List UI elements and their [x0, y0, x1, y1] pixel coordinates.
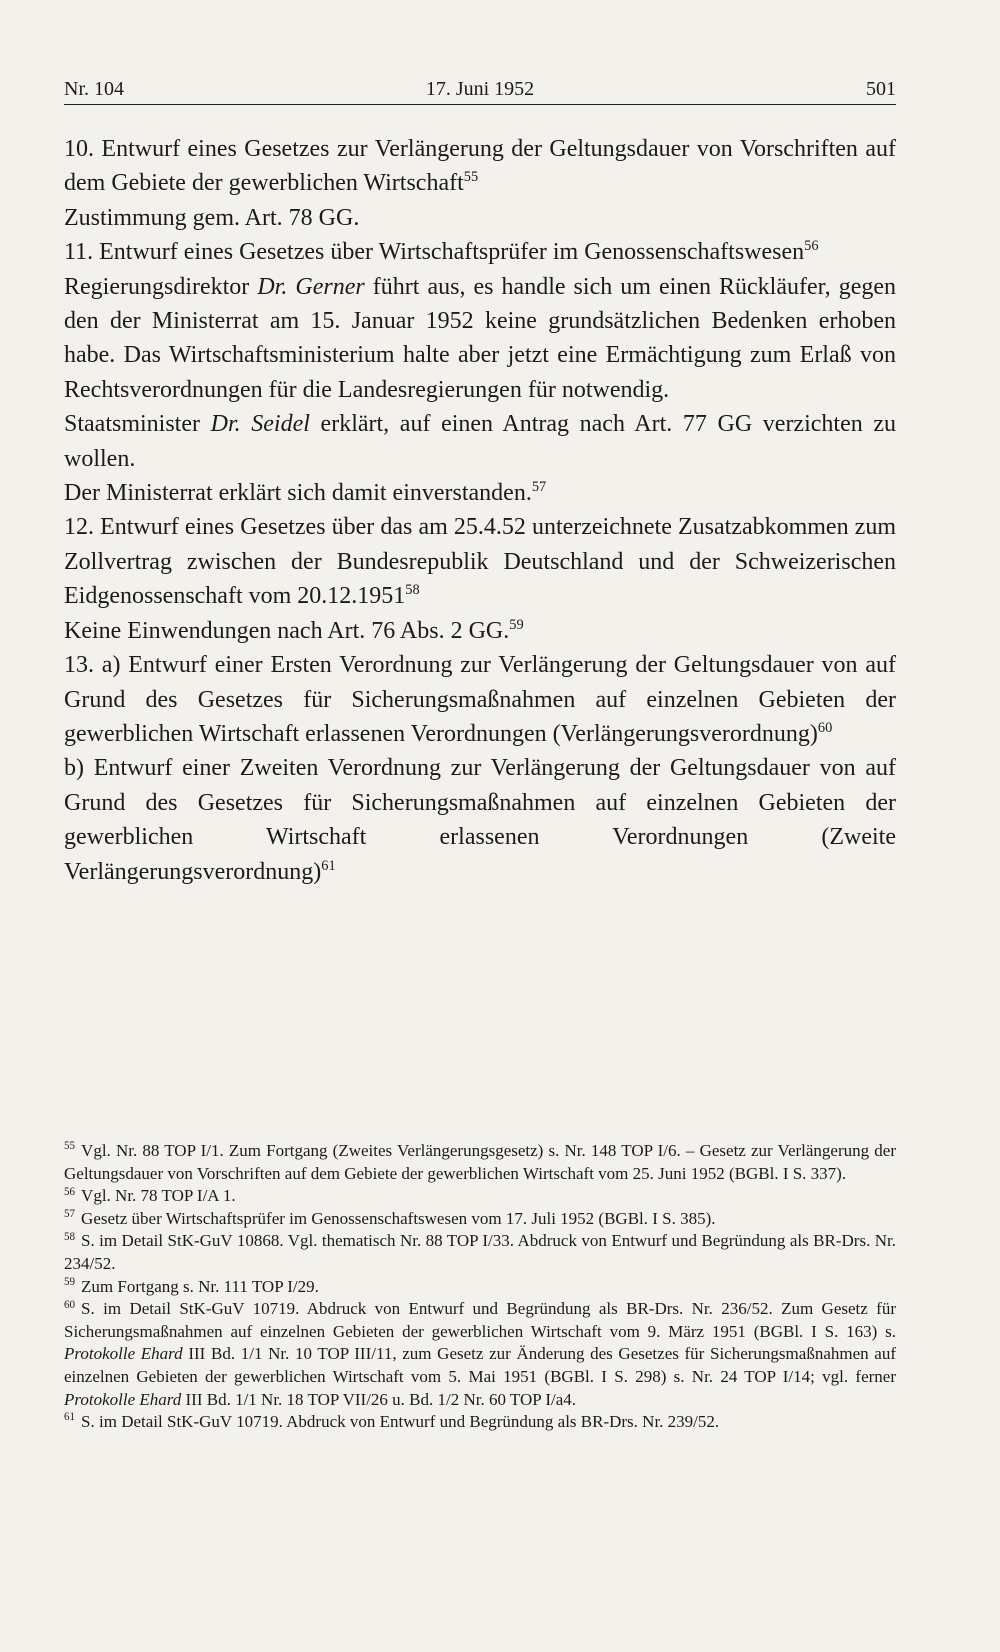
publication-title: Protokolle Ehard: [64, 1389, 182, 1409]
footnotes: [64, 1140, 896, 1434]
footnote-ref: 56: [804, 238, 819, 255]
main-text: [64, 132, 896, 889]
footnote-ref: 61: [321, 857, 336, 874]
footnote-55: $^{55}$ Vgl. Nr. 88 TOP I/1. Zum Fortgang (Zweites Verlängerungsgesetz) s. Nr. 148 TOP I/6. – Gesetz zur Verlängerung der Geltungsdauer von Vorschriften auf dem Gebiete der gewerblichen Wirtschaft vom 25. Juni 1952 (BGBl. I S. 337).: [64, 1140, 896, 1183]
footnote-ref: 55: [463, 169, 479, 186]
footnote-ref: 60: [817, 719, 833, 736]
paragraph-item-13a: 13. a) Entwurf einer Ersten Verordnung zur Verlängerung der Geltungsdauer von auf Grund des Gesetzes für Sicherungsmaßnahmen auf einzelnen Gebieten der gewerblichen Wirtschaft erlassenen Verordnungen (Verlängerungsverordnung)$^{60}$: [64, 652, 896, 747]
footnote-56: $^{56}$ Vgl. Nr. 78 TOP I/A 1.: [64, 1185, 236, 1206]
person-name: Dr. Gerner: [257, 273, 365, 300]
page-number: 501: [866, 78, 896, 100]
document-number: Nr. 104: [64, 78, 124, 100]
footnote-ref: 57: [531, 479, 547, 496]
paragraph-consent: Zustimmung gem. Art. 78 GG.: [64, 204, 360, 231]
footnote-ref: 58: [405, 582, 420, 599]
footnote-59: $^{59}$ Zum Fortgang s. Nr. 111 TOP I/29.: [64, 1275, 319, 1296]
publication-title: Protokolle Ehard: [64, 1344, 183, 1364]
paragraph-item-10: 10. Entwurf eines Gesetzes zur Verlängerung der Geltungsdauer von Vorschriften auf dem Gebiete der gewerblichen Wirtschaft$^{55}$: [64, 136, 896, 197]
paragraph-item-12: 12. Entwurf eines Gesetzes über das am 25.4.52 unterzeichnete Zusatzabkommen zum Zollvertrag zwischen der Bundesrepublik Deutschland und der Schweizerischen Eidgenossenschaft vom 20.12.1951$^{58}$: [64, 514, 896, 610]
paragraph-no-objections: Keine Einwendungen nach Art. 76 Abs. 2 GG.$^{59}$: [64, 616, 524, 644]
person-name: Dr. Seidel: [210, 411, 310, 438]
footnote-60: $^{60}$ S. im Detail StK-GuV 10719. Abdruck von Entwurf und Begründung als BR-Drs. Nr. 236/52. Zum Gesetz für Sicherungsmaßnahmen auf einzelnen Gebieten der gewerblichen Wirtschaft vom 9. März 1951 (BGBl. I S. 163) s. Protokolle Ehard III Bd. 1/1 Nr. 10 TOP III/11, zum Gesetz zur Änderung des Gesetzes für Sicherungsmaßnahmen auf einzelnen Gebieten der gewerblichen Wirtschaft vom 5. Mai 1951 (BGBl. I S. 298) s. Nr. 24 TOP I/14; vgl. ferner Protokolle Ehard III Bd. 1/1 Nr. 18 TOP VII/26 u. Bd. 1/2 Nr. 60 TOP I/a4.: [64, 1298, 897, 1409]
paragraph-gerner: Regierungsdirektor Dr. Gerner führt aus, es handle sich um einen Rückläufer, gegen den der Ministerrat am 15. Januar 1952 keine grundsätzlichen Bedenken erhoben habe. Das Wirtschaftsministerium halte aber jetzt eine Ermächtigung zum Erlaß von Rechtsverordnungen für die Landesregierungen für notwendig.: [64, 273, 896, 403]
paragraph-item-13b: b) Entwurf einer Zweiten Verordnung zur Verlängerung der Geltungsdauer von auf Grund des Gesetzes für Sicherungsmaßnahmen auf einzelnen Gebieten der gewerblichen Wirtschaft erlassenen Verordnungen (Zweite Verlängerungsverordnung)$^{61}$: [64, 755, 896, 885]
header-date: 17. Juni 1952: [425, 78, 535, 100]
footnote-ref: 59: [509, 616, 524, 633]
paragraph-seidel: Staatsminister Dr. Seidel erklärt, auf einen Antrag nach Art. 77 GG verzichten zu wollen.: [64, 411, 897, 472]
paragraph-agreement: Der Ministerrat erklärt sich damit einverstanden.$^{57}$: [64, 479, 547, 507]
footnote-58: $^{58}$ S. im Detail StK-GuV 10868. Vgl. thematisch Nr. 88 TOP I/33. Abdruck von Entwurf und Begründung als BR-Drs. Nr. 234/52.: [64, 1230, 896, 1273]
footnote-57: $^{57}$ Gesetz über Wirtschaftsprüfer im Genossenschaftswesen vom 17. Juli 1952 (BGBl. I S. 385).: [64, 1208, 716, 1228]
running-header: [64, 74, 896, 105]
footnote-61: $^{61}$ S. im Detail StK-GuV 10719. Abdruck von Entwurf und Begründung als BR-Drs. Nr. 239/52.: [64, 1411, 720, 1432]
paragraph-item-11: 11. Entwurf eines Gesetzes über Wirtschaftsprüfer im Genossenschaftswesen$^{56}$: [64, 238, 819, 266]
